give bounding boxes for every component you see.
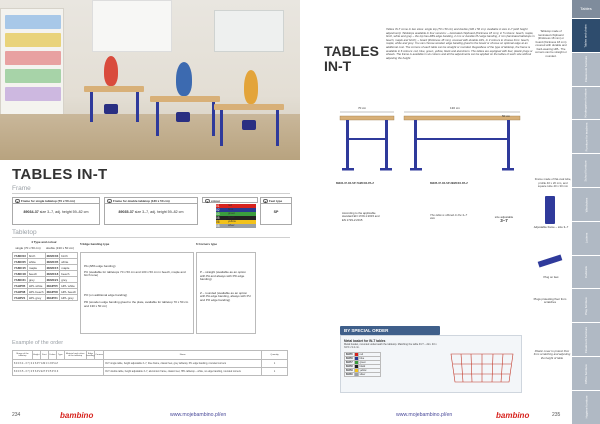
- order-quantity: 1: [262, 360, 288, 368]
- basket-note: Plastic cover to protect floor from scratching and adjusting the height of table: [533, 349, 571, 360]
- frame-row: [12, 197, 292, 227]
- corner-header: [196, 242, 256, 246]
- frame-note: Frame made of flat-oval tube, profile 40 x 20 mm, and square tube 40 x 30 mm: [534, 177, 572, 188]
- special-order-banner: BY SPECIAL ORDER: [340, 326, 440, 335]
- basket-colour-name: blue: [358, 357, 380, 361]
- sidebar-item-label: Hygiene furniture: [583, 395, 588, 419]
- category-sidebar: [572, 18, 600, 424]
- edge-pa: PA (ABS edge banding): [84, 264, 116, 268]
- section-divider: [12, 237, 290, 238]
- size-adj-value: 3–7: [500, 218, 508, 224]
- double-table-svg: [400, 108, 524, 178]
- photo-chair: [104, 104, 118, 114]
- column-header: Height: [32, 351, 40, 360]
- column-header: Edge banding: [86, 351, 95, 360]
- double-table-drawing: [400, 108, 524, 178]
- basket-colour-name: silver: [358, 373, 380, 377]
- sidebar-item[interactable]: [572, 153, 600, 187]
- photo-desk-leg: [220, 110, 223, 146]
- basket-image: [445, 346, 519, 390]
- photo-board: [214, 10, 284, 52]
- table-cell: beech: [27, 271, 45, 277]
- table-cell: 7AMC18: [14, 271, 26, 276]
- tabletop-note: Tabletop made of laminated chipboard (thickness 18 mm) or board (thickness 18 mm) covered with durable and hard-wearing HPL. The corners can be straight or rounded.: [535, 29, 567, 58]
- step-number: 1: [108, 199, 111, 204]
- table-row: [13, 368, 288, 376]
- product-description: Tables IN-T come in two sizes: single top (70 x 50 cm) and double (130 x 50 cm). Available in size 3–7 (with height adjustment). Tabletops available in four versions: – laminated chipboard (thickness 18 mm), in 5 colours: beech, maple, birch, white and grey – the top has ABS edge banding, 2 mm or durable PU edge banding, 2 mm (laminated tabletops in beech, maple and birch); – board (thickness 18 mm), covered with durable HPL, in 3 colours to choose from: beech, maple, white and grey. You can choose wooden edge banding glued to the board or choose on optional edge at an additional cost. The corners of each table can be straight or rounded. Regardless of the type of tabletop, the frame is available in 6 colours: red, blue, green, yellow, black and aluminium. The tables are equipped with feet, plastic plugs or wheels. The frame is available in six colours and all the adjustments can be applied on the tables of each size without adjusting the height.: [386, 27, 535, 60]
- frame-double-box: [104, 197, 198, 225]
- sidebar-item[interactable]: [572, 119, 600, 153]
- frame-double-value: [105, 210, 197, 214]
- table-cell: white: [60, 259, 78, 265]
- example-title: Example of the order: [12, 340, 64, 346]
- frame-single-value: [13, 210, 99, 214]
- corner-p: P – straight (available as an option with PA and always with PD edge banding): [200, 270, 246, 282]
- special-order-box: [340, 335, 522, 393]
- table-cell: HPL beech: [28, 289, 44, 294]
- table-cell: 7AMC21: [14, 277, 26, 282]
- sidebar-item[interactable]: [572, 255, 600, 289]
- tabletop-table: [12, 252, 78, 301]
- step-number: 6: [196, 242, 198, 246]
- table-cell: 7AHP05: [14, 283, 26, 288]
- sidebar-item-label: Cabinets: [584, 266, 588, 279]
- dim-depth: 50 cm: [502, 114, 511, 118]
- sidebar-item-label: Office furniture: [584, 363, 588, 384]
- table-cell: HPL white: [60, 283, 78, 289]
- colour-name: silver: [228, 223, 235, 228]
- table-row: [345, 373, 381, 377]
- dim-double-width: 130 cm: [450, 106, 460, 110]
- colour-name: red: [228, 203, 233, 207]
- sidebar-item-label: Play furniture: [584, 297, 588, 315]
- frame-single-header: [13, 198, 99, 204]
- page-number: 234: [12, 412, 21, 418]
- basket-code: 89460: [346, 373, 353, 376]
- step-number: 2: [206, 199, 209, 204]
- table-cell: HPL white: [27, 283, 45, 289]
- colour-option: [216, 224, 256, 228]
- sidebar-item-label: Kindergarten furniture: [584, 88, 588, 118]
- frame-double-code: 89035-37: [118, 210, 134, 214]
- table-cell: beech: [60, 271, 78, 277]
- example-table: [12, 350, 288, 376]
- colour-swatch: 02: [216, 208, 256, 212]
- feet-type-header: [261, 198, 291, 204]
- table-cell: 2EMC21: [46, 277, 59, 282]
- colour-swatch: 05: [216, 216, 256, 220]
- sidebar-item[interactable]: [572, 187, 600, 221]
- foot-note: Adjustable frame – size 3–7: [533, 225, 569, 229]
- foot-type-note: Plugs protecting floor from scratches: [533, 297, 567, 305]
- photo-window: [92, 0, 172, 52]
- table-cell: grey: [60, 277, 78, 283]
- photo-desk-leg: [136, 92, 139, 122]
- basket-code: 89457: [346, 361, 353, 364]
- colour-swatch: 06: [216, 220, 256, 224]
- sidebar-item[interactable]: [572, 221, 600, 255]
- corner-header-label: Corners type: [198, 242, 218, 246]
- code-single: 89034-37-XX-SP-7AMCXX-PA-Z: [336, 182, 375, 185]
- edge-banding-box: [80, 252, 194, 334]
- basket-colour-name: green: [358, 361, 380, 365]
- single-table-drawing: [336, 108, 398, 178]
- size-adjustable: [486, 216, 522, 224]
- basket-colour-name: red: [358, 353, 380, 357]
- sidebar-item-label: School furniture: [583, 160, 588, 182]
- column-header: Material and colour of the tabletop: [64, 351, 86, 360]
- standard-note: According to the applicable standard EN 1729-1:2015 and EN 1729-2:2015: [342, 211, 380, 222]
- table-cell: grey: [27, 277, 45, 283]
- column-header: Feet: [40, 351, 48, 360]
- table-cell: 2EMC03: [46, 253, 59, 258]
- table-cell: 7AMC03: [14, 253, 26, 258]
- table-cell: HPL grey: [60, 295, 78, 301]
- colour-box: [202, 197, 258, 229]
- column-header: Quantity: [262, 351, 288, 360]
- footer-website[interactable]: www.mojebambino.pl/en: [396, 412, 453, 418]
- table-cell: HPL grey: [27, 295, 45, 301]
- feet-type-box: [260, 197, 292, 225]
- frame-single-code: 89034-37: [23, 210, 39, 214]
- order-code: 8 9 0 3 4 - 3 7 | 0 2 S P 7 A M C 1 8 P A Z: [13, 360, 104, 368]
- plug-note: Plug on feet: [543, 275, 559, 279]
- column-header: Shape of the tabletop: [13, 351, 33, 360]
- order-name: IN-T single table, height adjustable 3–7, blue frame, classic feet, grey tabletop, PU edge banding, rounded corners: [104, 360, 262, 368]
- sidebar-item[interactable]: [572, 86, 600, 120]
- table-cell: maple: [27, 265, 45, 271]
- table-row: [13, 360, 288, 368]
- page-title-text: TABLES IN-T: [324, 43, 379, 74]
- leg-detail-image: [545, 196, 555, 224]
- basket-colour-name: black: [358, 365, 380, 369]
- column-header: Name: [104, 351, 262, 360]
- frame-double-header: [105, 198, 197, 204]
- frame-double-size: size 3–7, adj. height 59–82 cm: [134, 210, 184, 214]
- bambino-logo: [496, 411, 529, 420]
- basket-description: Metal basket, mounted underneath the tabletop. Matching the table IN-T – dim. 40 x 34.5 x 9.2 cm.: [344, 343, 437, 349]
- table-row: [13, 295, 78, 301]
- feet-type-title: Feet type: [269, 199, 283, 203]
- edge-pu: PU (available for tabletops 70 x 50 cm and 130 x 50 cm in beech, maple and birch tone): [84, 269, 186, 278]
- colour-name: black: [228, 215, 235, 220]
- table-cell: 2EMC18: [46, 271, 59, 276]
- table-cell: white: [27, 259, 45, 265]
- table-cell: birch: [60, 253, 78, 259]
- step-number: 1: [16, 199, 19, 204]
- colour-swatch: 01: [216, 204, 256, 208]
- table-cell: 7AHP21: [14, 295, 26, 300]
- type-header-label: Type and colour: [33, 240, 57, 244]
- table-cell: 7AMC15: [14, 265, 26, 270]
- photo-shelf: [0, 8, 64, 118]
- photo-chair: [242, 120, 256, 130]
- tabletop-type-header: [12, 240, 76, 244]
- photo-desk: [150, 96, 220, 102]
- section-title-tabletop: Tabletop: [12, 229, 37, 236]
- plug-image: [536, 250, 564, 272]
- section-title-frame: Frame: [12, 185, 31, 192]
- colour-list: [216, 204, 256, 229]
- page-number: 235: [552, 412, 561, 418]
- column-header: Colour: [48, 351, 56, 360]
- edge-header: [80, 242, 160, 246]
- size-note: The table is offered in the 3–7 size: [430, 213, 468, 221]
- order-code: 8 9 0 3 5 - 3 7 | 0 5 S P 2 E H P 0 5 P O Z: [13, 368, 104, 376]
- page-title: [324, 43, 379, 74]
- edge-pd: PD (wooden edge banding glued to the plate, available for tabletop 70 x 50 cm and 130 x 50 cm): [84, 300, 189, 308]
- sidebar-item-label: Furniture for teachers: [584, 122, 588, 152]
- bambino-logo: [60, 411, 93, 420]
- table-header-row: [13, 351, 288, 360]
- table-cell: 2EMC05: [46, 259, 59, 264]
- frame-single-box: [12, 197, 100, 225]
- table-cell: 2EHP21: [46, 295, 58, 300]
- basket-code: 89458: [346, 365, 353, 368]
- single-table-svg: [336, 108, 398, 178]
- sidebar-item[interactable]: [572, 52, 600, 86]
- photo-desk-leg: [276, 110, 279, 146]
- table-cell: birch: [27, 253, 45, 259]
- table-cell: 7AMC05: [14, 259, 26, 264]
- column-header: Corners: [95, 351, 104, 360]
- sidebar-item-label: Wardrobes: [584, 197, 588, 212]
- corner-z: Z – rounded (available as an option with PA edge banding, always with PU and PO edge banding): [200, 290, 251, 302]
- sidebar-item[interactable]: [572, 288, 600, 322]
- basket-table: [344, 352, 381, 377]
- basket-code: 89455: [346, 353, 353, 356]
- table-cell: 2EHP08: [46, 289, 58, 294]
- section-tab[interactable]: Tables: [572, 0, 600, 18]
- frame-single-title: Frame for single tabletop (70 x 50 cm): [21, 199, 75, 203]
- table-cell: maple: [60, 265, 78, 271]
- colour-swatch: 08: [216, 224, 256, 228]
- table-cell: 2EMC15: [46, 265, 59, 270]
- page-title: TABLES IN-T: [12, 166, 108, 183]
- frame-single-size: size 3–7, adj. height 59–82 cm: [39, 210, 89, 214]
- sidebar-item-label: Cloakroom furniture: [584, 326, 588, 353]
- order-quantity: 1: [262, 368, 288, 376]
- size-adj-label: size adjustable: [494, 215, 514, 219]
- sidebar-item[interactable]: [572, 390, 600, 424]
- basket-svg: [445, 346, 519, 390]
- sidebar-item-label: Lockers: [583, 233, 588, 244]
- sidebar-item[interactable]: [572, 356, 600, 390]
- footer-website[interactable]: www.mojebambino.pl/en: [170, 412, 227, 418]
- step-number: 3: [264, 199, 267, 204]
- section-divider: [12, 193, 290, 194]
- colour-name: green: [228, 211, 236, 216]
- step-number: 4: [31, 240, 33, 244]
- logo-text: bambino: [496, 411, 530, 420]
- edge-po: PO (on additional edge banding): [84, 292, 128, 297]
- colour-name: blue: [228, 207, 234, 212]
- logo-text: bambino: [60, 411, 94, 420]
- photo-child: [244, 70, 258, 104]
- edge-header-label: Edge banding type: [82, 242, 110, 246]
- photo-child: [104, 56, 118, 86]
- corners-box: [196, 252, 256, 334]
- feet-type-code: SP: [273, 210, 279, 214]
- step-number: 5: [80, 242, 82, 246]
- code-double: 89035-37-XX-SP-2EMCXX-PA-Z: [430, 182, 468, 185]
- sidebar-item-label: Tables and chairs: [583, 23, 588, 48]
- photo-desk: [214, 104, 284, 110]
- table-cell: 2EHP05: [46, 283, 58, 288]
- table-cell: 7AHP08: [14, 289, 26, 294]
- dim-single-width: 70 cm: [358, 106, 367, 110]
- order-name: IN-T double table, height adjustable 3–7, aluminium frame, classic feet, HPL tabletop – white, no edge banding, rounded corners: [104, 368, 262, 376]
- column-header: Type: [56, 351, 64, 360]
- basket-code: 89456: [346, 357, 353, 360]
- photo-chair: [176, 112, 190, 122]
- sidebar-item[interactable]: [572, 18, 600, 52]
- basket-title: Metal basket for IN-T tables: [344, 339, 386, 343]
- col-single: single (70 x 50 cm): [15, 246, 41, 250]
- table-cell: HPL beech: [61, 289, 76, 294]
- photo-desk-leg: [156, 102, 159, 136]
- sidebar-item[interactable]: [572, 322, 600, 356]
- basket-colour-name: yellow: [358, 369, 380, 373]
- sidebar-item-label: Classroom furniture: [584, 56, 588, 83]
- col-double: double (130 x 50 cm): [45, 246, 75, 250]
- frame-double-title: Frame for double tabletop (130 x 50 cm): [113, 199, 170, 203]
- basket-code: 89459: [346, 369, 353, 372]
- photo-desk: [84, 86, 144, 92]
- photo-desk-leg: [90, 92, 93, 122]
- colour-title: colour: [211, 199, 221, 203]
- classroom-photo: [0, 0, 300, 160]
- photo-child: [176, 62, 192, 96]
- right-page: [300, 0, 600, 424]
- colour-swatch: 03: [216, 212, 256, 216]
- plug-svg: [536, 250, 564, 272]
- colour-name: yellow: [228, 219, 236, 224]
